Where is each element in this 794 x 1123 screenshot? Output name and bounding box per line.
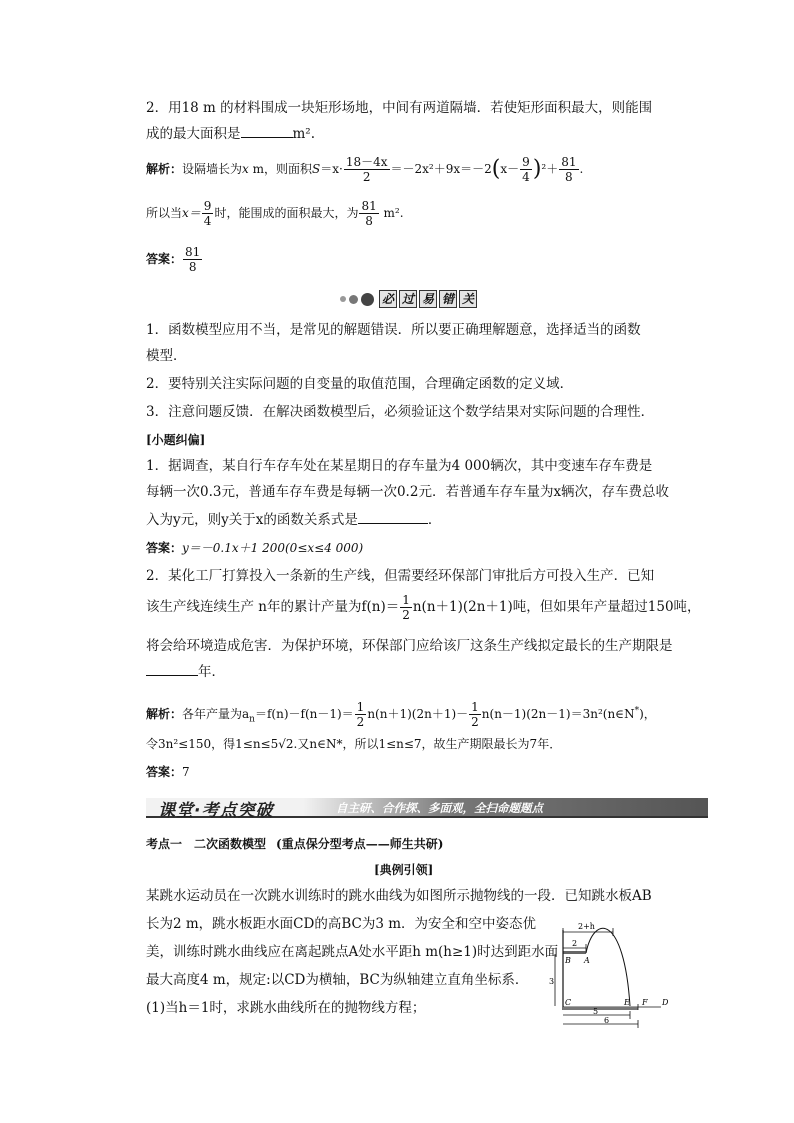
fraction-1-num: 18－4x <box>345 155 388 169</box>
topic-subtitle: (重点保分型考点——师生共研) <box>276 837 444 851</box>
note-1a: 1．函数模型应用不当，是常见的解题错误．所以要正确理解题意，选择适当的函数 <box>146 322 641 338</box>
parabola-curve <box>586 928 630 1006</box>
example-label: [典例引领] <box>374 863 434 877</box>
fraction-1 <box>344 155 390 184</box>
fraction-5 <box>359 199 378 228</box>
answer-blank[interactable] <box>241 124 293 138</box>
label-ce-5: 5 <box>593 1007 599 1016</box>
label-2-plus-h: 2+h <box>578 922 595 931</box>
fraction-6-num: 81 <box>185 245 201 259</box>
divider-char: 过 <box>399 290 417 308</box>
label-D: D <box>662 998 669 1007</box>
label-cf-6: 6 <box>604 1016 610 1025</box>
line2-eq: x＝ <box>182 206 201 220</box>
practice-1-answer <box>146 538 363 558</box>
divider-char: 易 <box>419 290 437 308</box>
fraction-2-num: 9 <box>522 155 530 169</box>
fraction-6-den: 8 <box>188 260 197 274</box>
left-paren-icon: ( <box>491 156 501 182</box>
fraction-4-den: 4 <box>203 214 212 228</box>
practice-1-answer-value: y＝－0.1x＋1 200(0≤x≤4 000) <box>182 541 364 555</box>
q2-solution-line <box>146 152 583 186</box>
p2-sol-end: )， <box>639 707 656 721</box>
diving-board <box>563 951 586 954</box>
fraction-half-den: 2 <box>402 608 410 622</box>
solution-sq-plus: ²＋ <box>541 162 559 176</box>
example-line-5: (1)当h＝1时，求跳水曲线所在的抛物线方程； <box>146 1000 426 1016</box>
q2-line-2 <box>146 124 315 144</box>
fraction-p2-1-num: 1 <box>356 700 365 714</box>
practice-1c-pre: 入为y元，则y关于x的函数关系式是 <box>146 512 358 528</box>
label-E: E <box>624 998 630 1007</box>
line2-mid: 时，能围成的面积最大，为 <box>214 206 359 220</box>
topic-title: 考点一 二次函数模型 <box>146 837 267 851</box>
fraction-3-den: 8 <box>565 170 573 184</box>
fraction-3-num: 81 <box>561 155 577 169</box>
practice-1a: 1．据调查，某自行车存车处在某星期日的存车量为4 000辆次，其中变速车存车费是 <box>146 458 653 474</box>
solution-end: . <box>579 162 584 176</box>
label-C: C <box>565 998 572 1007</box>
answer-label: 答案： <box>146 252 183 266</box>
practice-2-solution <box>146 694 656 728</box>
example-line-2: 长为2 m，跳水板距水面CD的高BC为3 m．为安全和空中姿态优 <box>146 916 537 932</box>
note-1b: 模型． <box>146 348 187 364</box>
fraction-2 <box>520 155 532 184</box>
divider-char: 错 <box>439 290 457 308</box>
practice-2-solution-2: 令3n²≤150，得1≤n≤5√2.又n∈N*，所以1≤n≤7，故生产期限最长为7年． <box>146 737 562 751</box>
practice-2b <box>146 590 701 624</box>
fraction-5-den: 8 <box>365 214 373 228</box>
solution-mid: m，则面积 <box>248 162 313 176</box>
banner-subtitle: 自主研、合作探、多面观，全扫命题题点 <box>336 801 543 815</box>
divider-dot-icon <box>361 293 374 306</box>
note-3: 3．注意问题反馈．在解决函数模型后，必须验证这个数学结果对实际问题的合理性． <box>146 404 655 420</box>
note-2: 2．要特别关注实际问题的自变量的取值范围，合理确定函数的定义域． <box>146 376 574 392</box>
solution-eq: ＝x· <box>320 162 343 176</box>
solution-label: 解析： <box>146 162 183 176</box>
p2-sol-mid2: n(n＋1)(2n＋1)－ <box>367 707 469 721</box>
practice-2-answer <box>146 762 190 782</box>
fraction-2-den: 4 <box>522 170 530 184</box>
fraction-p2-2-num: 1 <box>471 700 479 714</box>
label-A: A <box>584 956 590 965</box>
answer-label: 答案： <box>146 765 183 779</box>
divider-char: 必 <box>379 290 397 308</box>
line2-pre: 所以当 <box>146 206 183 220</box>
practice-1c-post: ． <box>427 512 442 528</box>
solution-x: x <box>242 162 249 176</box>
answer-label: 答案： <box>146 541 183 555</box>
p2-sol-sub: n <box>249 714 255 725</box>
example-line-3: 美，训练时跳水曲线应在离起跳点A处水平距h m(h≥1)时达到距水面 <box>146 944 559 960</box>
divider-dot-icon <box>349 295 358 304</box>
label-F: F <box>642 998 648 1007</box>
fraction-3 <box>559 155 578 184</box>
practice-2d <box>146 662 225 682</box>
line2-end: m². <box>379 206 404 220</box>
practice-2b-pre: 该生产线连续生产 n年的累计产量为f(n)＝ <box>146 599 400 615</box>
practice-1b: 每辆一次0.3元，普通车存车费是每辆一次0.2元．若普通车存车量为x辆次，存车费总收 <box>146 484 670 500</box>
label-height-3: 3 <box>549 977 555 986</box>
fraction-half <box>400 593 412 622</box>
solution-S: S <box>312 162 321 176</box>
q2-answer-line <box>146 242 203 276</box>
fraction-1-den: 2 <box>362 170 371 184</box>
q2-solution-line-2 <box>146 196 404 230</box>
fraction-half-num: 1 <box>402 593 410 607</box>
divider-dot-icon <box>340 296 346 302</box>
solution-rest: ＝－2x²＋9x＝－2 <box>390 162 492 176</box>
practice-1c <box>146 510 441 530</box>
solution-pre: 设隔墙长为 <box>182 162 243 176</box>
q2-line-2-post: m². <box>292 126 316 142</box>
practice-2d-post: 年． <box>198 664 225 680</box>
label-ab-2: 2 <box>572 939 578 948</box>
pool-floor <box>563 1007 638 1010</box>
section-banner <box>146 798 708 821</box>
answer-blank[interactable] <box>358 510 428 524</box>
practice-2b-post: n(n＋1)(2n＋1)吨，但如果年产量超过150吨， <box>412 599 701 615</box>
fraction-4 <box>202 199 214 228</box>
p2-sol-sup: * <box>634 706 640 716</box>
right-paren-icon: ) <box>532 156 542 182</box>
p2-sol-pre: 各年产量为a <box>182 707 250 721</box>
answer-blank[interactable] <box>146 662 198 676</box>
practice-2c: 将会给环境造成危害．为保护环境，环保部门应给该厂这条生产线拟定最长的生产期限是 <box>146 638 673 654</box>
q2-line-1: 2．用18 m 的材料围成一块矩形场地，中间有两道隔墙．若使矩形面积最大，则能围 <box>146 100 653 116</box>
topic-title-line <box>146 834 443 854</box>
fraction-p2-2 <box>469 700 481 729</box>
solution-label: 解析： <box>146 707 183 721</box>
divider-char: 关 <box>459 290 477 308</box>
diving-diagram <box>546 920 676 1028</box>
practice-2-answer-value: 7 <box>182 765 190 779</box>
section-divider <box>340 288 477 310</box>
solution-inner-x: x－ <box>500 162 520 176</box>
fraction-p2-1 <box>355 700 367 729</box>
practice-label: [小题纠偏] <box>146 433 206 447</box>
fraction-5-num: 81 <box>361 199 377 213</box>
example-line-1: 某跳水运动员在一次跳水训练时的跳水曲线为如图所示抛物线的一段．已知跳水板AB <box>146 888 652 904</box>
example-line-4: 最大高度4 m，规定:以CD为横轴，BC为纵轴建立直角坐标系． <box>146 972 529 988</box>
p2-sol-mid3: n(n－1)(2n－1)＝3n²(n∈N <box>481 707 635 721</box>
practice-2a: 2．某化工厂打算投入一条新的生产线，但需要经环保部门审批后方可投入生产．已知 <box>146 568 655 584</box>
p2-sol-mid1: ＝f(n)－f(n－1)＝ <box>254 707 354 721</box>
label-B: B <box>565 956 571 965</box>
fraction-p2-1-den: 2 <box>356 715 365 729</box>
banner-title: 课堂·考点突破 <box>158 801 274 821</box>
fraction-6 <box>183 245 202 274</box>
fraction-4-num: 9 <box>203 199 212 213</box>
q2-line-2-pre: 成的最大面积是 <box>146 126 241 142</box>
fraction-p2-2-den: 2 <box>471 715 479 729</box>
